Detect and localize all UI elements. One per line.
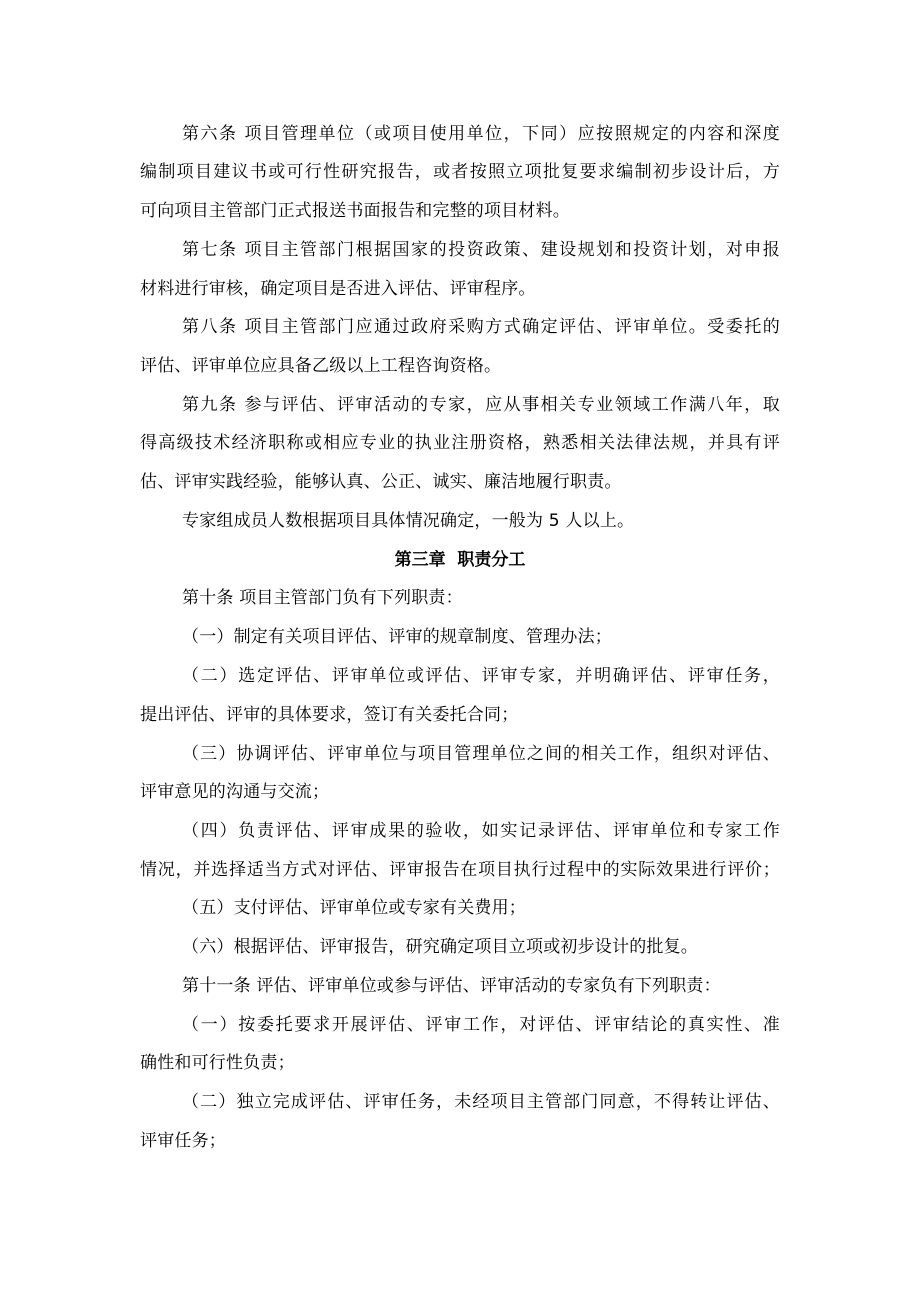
article-10-item-2-line-1: （二）选定评估、评审单位或评估、评审专家，并明确评估、评审任务， [182,666,780,686]
article-6-line-1: 第六条 项目管理单位（或项目使用单位，下同）应按照规定的内容和深度 [182,124,780,144]
article-10-item-2-line-2: 提出评估、评审的具体要求，签订有关委托合同； [140,705,519,725]
article-10-item-4-line-2: 情况，并选择适当方式对评估、评审报告在项目执行过程中的实际效果进行评价； [140,860,780,880]
article-9-line-3: 估、评审实践经验，能够认真、公正、诚实、廉洁地履行职责。 [140,472,622,492]
article-6-line-2: 编制项目建议书或可行性研究报告，或者按照立项批复要求编制初步设计后，方 [140,162,780,182]
article-11-item-2-line-2: 评审任务； [140,1131,226,1151]
article-8-line-2: 评估、评审单位应具备乙级以上工程咨询资格。 [140,356,502,376]
article-11-line-1: 第十一条 评估、评审单位或参与评估、评审活动的专家负有下列职责： [182,976,721,996]
article-10-item-3-line-1: （三）协调评估、评审单位与项目管理单位之间的相关工作，组织对评估、 [182,744,780,764]
article-9-line-2: 得高级技术经济职称或相应专业的执业注册资格，熟悉相关法律法规，并具有评 [140,433,780,453]
article-10-item-4-line-1: （四）负责评估、评审成果的验收，如实记录评估、评审单位和专家工作 [182,821,780,841]
article-7-line-2: 材料进行审核，确定项目是否进入评估、评审程序。 [140,279,536,299]
article-10-item-1: （一）制定有关项目评估、评审的规章制度、管理办法； [182,627,612,647]
article-10-item-5: （五）支付评估、评审单位或专家有关费用； [182,898,526,918]
article-10-item-3-line-2: 评审意见的沟通与交流； [140,782,330,802]
article-8-line-1: 第八条 项目主管部门应通过政府采购方式确定评估、评审单位。受委托的 [182,317,780,337]
chapter-heading: 第三章 职责分工 [394,550,526,570]
expert-panel-line: 专家组成员人数根据项目具体情况确定，一般为 5 人以上。 [182,511,635,531]
article-6-line-3: 可向项目主管部门正式报送书面报告和完整的项目材料。 [140,201,570,221]
article-10-line-1: 第十条 项目主管部门负有下列职责： [182,588,463,608]
article-7-line-1: 第七条 项目主管部门根据国家的投资政策、建设规划和投资计划，对申报 [182,240,780,260]
article-11-item-2-line-1: （二）独立完成评估、评审任务，未经项目主管部门同意，不得转让评估、 [182,1092,780,1112]
article-10-item-6: （六）根据评估、评审报告，研究确定项目立项或初步设计的批复。 [182,937,698,957]
article-9-line-1: 第九条 参与评估、评审活动的专家，应从事相关专业领域工作满八年，取 [182,395,780,415]
article-11-item-1-line-1: （一）按委托要求开展评估、评审工作，对评估、评审结论的真实性、准 [182,1015,780,1035]
article-11-item-1-line-2: 确性和可行性负责； [140,1053,295,1073]
